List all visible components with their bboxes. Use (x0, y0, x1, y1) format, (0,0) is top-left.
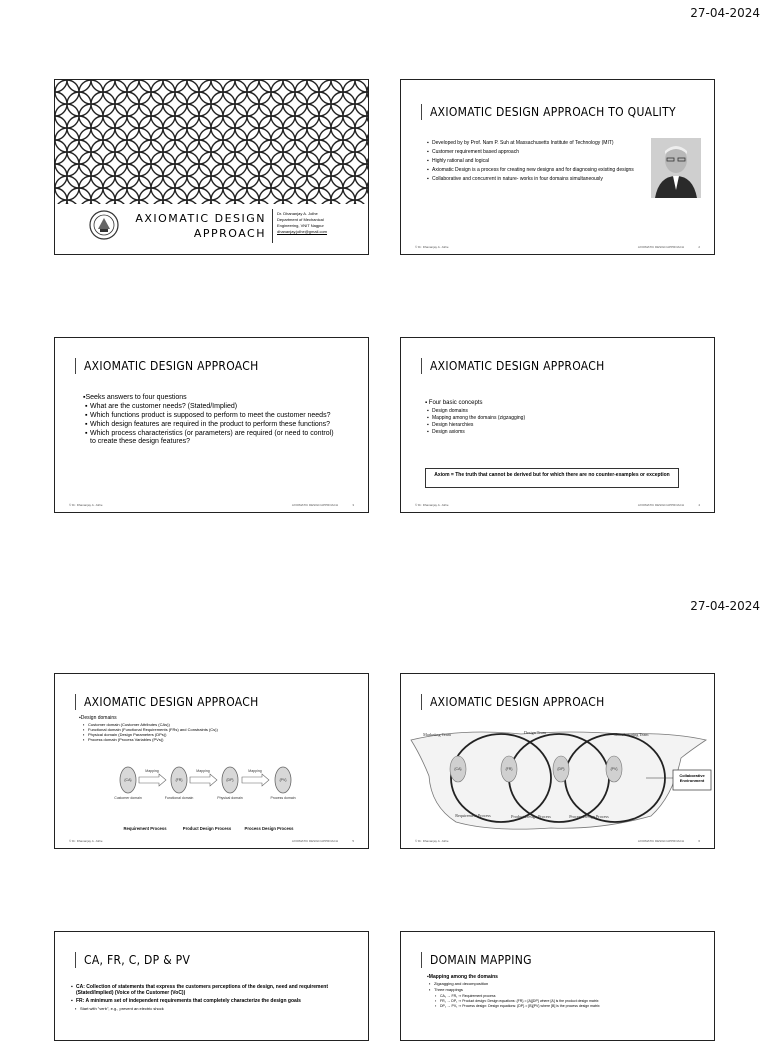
title-divider (272, 209, 273, 243)
team-design: Design Team (523, 730, 547, 735)
definition-list (71, 984, 361, 1012)
intro-text: Mapping among the domains (428, 974, 498, 980)
slide-title-text: CA, FR, C, DP & PV (75, 952, 190, 968)
footer-page: 2 (698, 245, 700, 249)
question-item: ▪ Which functions product is supposed to perform to meet the customer needs? (85, 412, 335, 420)
institute-logo (89, 210, 119, 240)
question-item: ▪ Which process characteristics (or parameters) are required (or need to control) to create these design features? (85, 430, 335, 446)
node-label-ca: {CA} (124, 778, 132, 782)
domain-caption-fr: Functional domain (164, 796, 194, 800)
intro-text: Four basic concepts (428, 400, 483, 406)
footer-author: © Dr. Dhananjay A. Jolhe (415, 839, 449, 843)
slide-title[interactable] (54, 79, 369, 255)
concept-item: ▪ Design hierarchies (427, 422, 525, 429)
arrow-2 (190, 774, 217, 786)
author-dept: Department of Mechanical (277, 217, 324, 222)
node-label-fr: {FR} (175, 778, 183, 782)
intro-text: Seeks answers to four questions (85, 394, 187, 401)
slide-domain-mapping[interactable] (400, 931, 715, 1041)
footer-page: 3 (352, 503, 354, 507)
node-label-pv: {PV} (279, 778, 287, 782)
bullet-item: ▪ Developed by by Prof. Nam P. Suh at Massachusetts Institute of Technology (MIT) (427, 140, 641, 146)
mapping-sub-item: ▪ FR₁ → DP₁ ⇒ Product design: Design equations: {FR} = [A]{DP} where [A] is the product design matrix (435, 999, 705, 1004)
concept-item: ▪ Design axioms (427, 429, 525, 436)
intro-text: Design domains (80, 715, 117, 721)
portrait-photo (651, 138, 701, 198)
domain-item: ▪ Physical domain (Design Parameters (DPs)) (83, 732, 343, 737)
slide-design-domains[interactable] (54, 673, 369, 849)
slide-intro: ▪Seeks answers to four questions (83, 394, 187, 401)
definition-item: ▪ Start with "verb", e.g., prevent an electric shock (75, 1006, 361, 1012)
question-item: ▪ Which design features are required in the product to perform these functions? (85, 421, 335, 429)
process-process-design: Process Design Process (569, 814, 609, 819)
slide-concepts[interactable] (400, 337, 715, 513)
bullet-item: ▪ Highly rational and logical (427, 158, 641, 164)
arrow-1 (139, 774, 166, 786)
concept-list (427, 408, 525, 436)
node-label-pv: {PV} (610, 767, 618, 771)
slide-collaborative[interactable] (400, 673, 715, 849)
bullet-list (427, 140, 641, 185)
author-email[interactable]: dhananjay.jolhe@gmail.com (277, 229, 328, 234)
slide-title-text: AXIOMATIC DESIGN APPROACH (421, 694, 605, 710)
slide-intro: ▪Design domains (79, 715, 117, 721)
slide-quality[interactable] (400, 79, 715, 255)
concept-item: ▪ Mapping among the domains (zigzagging) (427, 415, 525, 422)
question-list (85, 403, 335, 447)
axiom-definition-box: Axiom = The truth that cannot be derived but for which there are no counter-examples or exception (425, 468, 679, 488)
slide-title-text: AXIOMATIC DESIGN APPROACH (421, 358, 605, 374)
domain-caption-ca: Customer domain (114, 796, 142, 800)
author-block (277, 211, 327, 235)
process-requirement: Requirement Process (455, 813, 491, 818)
mapping-sub-item: ▪ CA₁ → FR₁ ⇒ Requirement process (435, 994, 705, 999)
author-inst: Engineering, VNIT Nagpur (277, 223, 324, 228)
title-line-1: AXIOMATIC DESIGN (135, 212, 266, 225)
definition-item: ▪ FR: A minimum set of independent requirements that completely characterize the design goals (71, 998, 361, 1004)
node-label-dp: {DP} (557, 767, 565, 771)
slide-title-text: DOMAIN MAPPING (421, 952, 532, 968)
title-slide-heading (135, 211, 266, 241)
slide-ca-fr-dp[interactable] (54, 931, 369, 1041)
footer-title: AXIOMATIC DESIGN APPROACH (637, 839, 684, 843)
slide-questions[interactable] (54, 337, 369, 513)
title-line-2: APPROACH (193, 227, 266, 240)
node-label-dp: {DP} (226, 778, 234, 782)
node-label-fr: {FR} (505, 767, 513, 771)
process-product-design: Product Design Process (182, 826, 232, 831)
node-label-ca: {CA} (454, 767, 462, 771)
domain-caption-pv: Process domain (270, 796, 296, 800)
domain-item: ▪ Customer domain (Customer Attributes (CAs)) (83, 722, 343, 727)
footer-author: © Dr. Dhananjay A. Jolhe (415, 245, 449, 249)
domain-flow-diagram (55, 764, 369, 834)
footer-title: AXIOMATIC DESIGN APPROACH (291, 503, 338, 507)
footer-page: 5 (352, 839, 354, 843)
slide-title-text: AXIOMATIC DESIGN APPROACH TO QUALITY (421, 104, 676, 120)
page-date: 27-04-2024 (690, 6, 760, 20)
mapping-sub-list (435, 994, 705, 1009)
footer-page: 4 (698, 503, 700, 507)
arrow-3 (242, 774, 269, 786)
slide-title-text: AXIOMATIC DESIGN APPROACH (75, 358, 259, 374)
mapping-item: ▪ Three mappings (429, 987, 699, 992)
mapping-list (429, 981, 699, 992)
process-product-design: Product Design Process (511, 814, 551, 819)
footer-page: 6 (698, 839, 700, 843)
question-item: ▪ What are the customer needs? (Stated/Implied) (85, 403, 335, 411)
author-name: Dr. Dhananjay A. Jolhe (277, 211, 318, 216)
footer-title: AXIOMATIC DESIGN APPROACH (637, 245, 684, 249)
mapping-label-1: Mapping (145, 769, 159, 773)
slide-intro: ▪ Four basic concepts (425, 400, 483, 406)
mapping-item: ▪ Zigzagging and decomposition (429, 981, 699, 986)
domain-item: ▪ Process domain (Process Variables (PVs)) (83, 737, 343, 742)
mapping-sub-item: ▪ DP₁ → PV₁ ⇒ Process design: Design equations: {DP} = [B]{PV} where [B] is the process design matrix (435, 1004, 705, 1009)
process-process-design: Process Design Process (244, 826, 294, 831)
team-marketing: Marketing Team (423, 732, 451, 737)
process-requirement: Requirement Process (123, 826, 167, 831)
definition-item: ▪ CA: Collection of statements that express the customers perceptions of the design, need and requirement (Stated/Implied) (Voice of the Customer (VoC)) (71, 984, 361, 996)
slide-intro: ▪Mapping among the domains (427, 974, 498, 980)
collaboration-diagram (401, 726, 715, 846)
bullet-item: ▪ Customer requirement based approach (427, 149, 641, 155)
domain-list (83, 722, 343, 742)
footer-title: AXIOMATIC DESIGN APPROACH (637, 503, 684, 507)
footer-title: AXIOMATIC DESIGN APPROACH (291, 839, 338, 843)
mapping-label-2: Mapping (196, 769, 210, 773)
collab-label: Collaborative Environment (679, 773, 705, 783)
domain-item: ▪ Functional domain (Functional Requirements (FRs) and Constraints (Cs)) (83, 727, 343, 732)
bullet-item: ▪ Axiomatic Design is a process for creating new designs and for diagnosing existing designs (427, 167, 641, 173)
bullet-item: ▪ Collaborative and concurrent in nature- works in four domains simultaneously (427, 176, 641, 182)
page-date: 27-04-2024 (690, 599, 760, 613)
footer-author: © Dr. Dhananjay A. Jolhe (69, 839, 103, 843)
team-manufacturing: Manufacturing Team (613, 732, 649, 737)
concept-item: ▪ Design domains (427, 408, 525, 415)
footer-author: © Dr. Dhananjay A. Jolhe (69, 503, 103, 507)
slide-title-text: AXIOMATIC DESIGN APPROACH (75, 694, 259, 710)
domain-caption-dp: Physical domain (217, 796, 243, 800)
mapping-label-3: Mapping (248, 769, 262, 773)
footer-author: © Dr. Dhananjay A. Jolhe (415, 503, 449, 507)
circle-pattern-banner (55, 80, 369, 204)
